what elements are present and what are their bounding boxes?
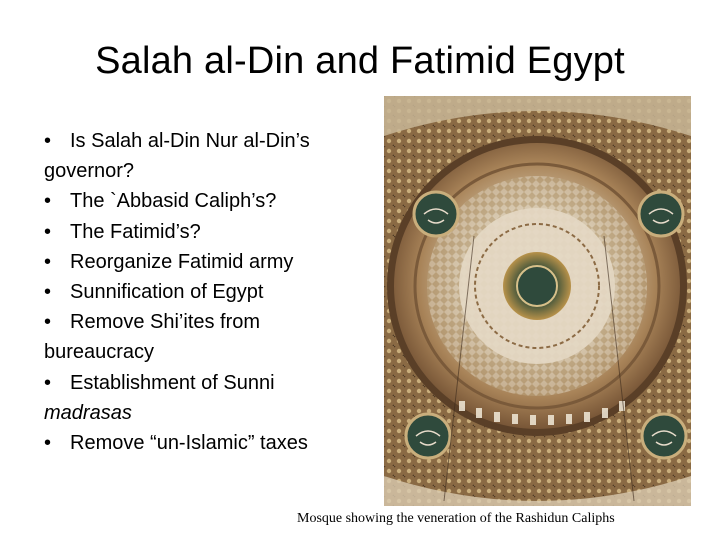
bullet-item: [44, 428, 364, 458]
bullet-marker: •: [44, 371, 52, 394]
bullet-text: Reorganize Fatimid army: [70, 250, 294, 273]
bullet-marker: •: [44, 190, 52, 213]
bullet-marker: •: [44, 130, 52, 152]
slide-title: Salah al-Din and Fatimid Egypt: [95, 40, 625, 82]
caliph-medallion: [414, 192, 458, 236]
caliph-medallion: [642, 414, 686, 458]
bullet-item: [44, 217, 364, 247]
bullet-text: Establishment of Sunni: [70, 371, 275, 394]
bullet-list: [44, 126, 364, 458]
bullet-marker: •: [44, 311, 52, 334]
bullet-text: The `Abbasid Caliph’s?: [70, 190, 277, 213]
bullet-item: [44, 277, 364, 307]
bullet-item: [44, 368, 364, 428]
dome-illustration: [384, 96, 691, 506]
bullet-item: [44, 307, 364, 367]
bullet-marker: •: [44, 432, 52, 455]
bullet-text: Sunnification of Egypt: [70, 281, 264, 304]
caliph-medallion: [406, 414, 450, 458]
central-medallion-core: [517, 266, 557, 306]
mosque-dome-photo: [384, 96, 691, 506]
bullet-text-italic: madrasas: [44, 401, 132, 424]
bullet-item: [44, 126, 364, 186]
bullet-marker: •: [44, 220, 52, 243]
bullet-text: Remove Shi’ites from bureaucracy: [44, 311, 261, 364]
bullet-text: Remove “un-Islamic” taxes: [70, 432, 308, 455]
bullet-marker: •: [44, 281, 52, 304]
bullet-text: The Fatimid’s?: [70, 220, 201, 243]
photo-caption: Mosque showing the veneration of the Rashidun Caliphs: [297, 511, 615, 526]
bullet-marker: •: [44, 250, 52, 273]
bullet-item: [44, 186, 364, 216]
bullet-text: Is Salah al-Din Nur al-Din’s governor?: [44, 130, 310, 183]
caliph-medallion: [639, 192, 683, 236]
bullet-item: [44, 247, 364, 277]
